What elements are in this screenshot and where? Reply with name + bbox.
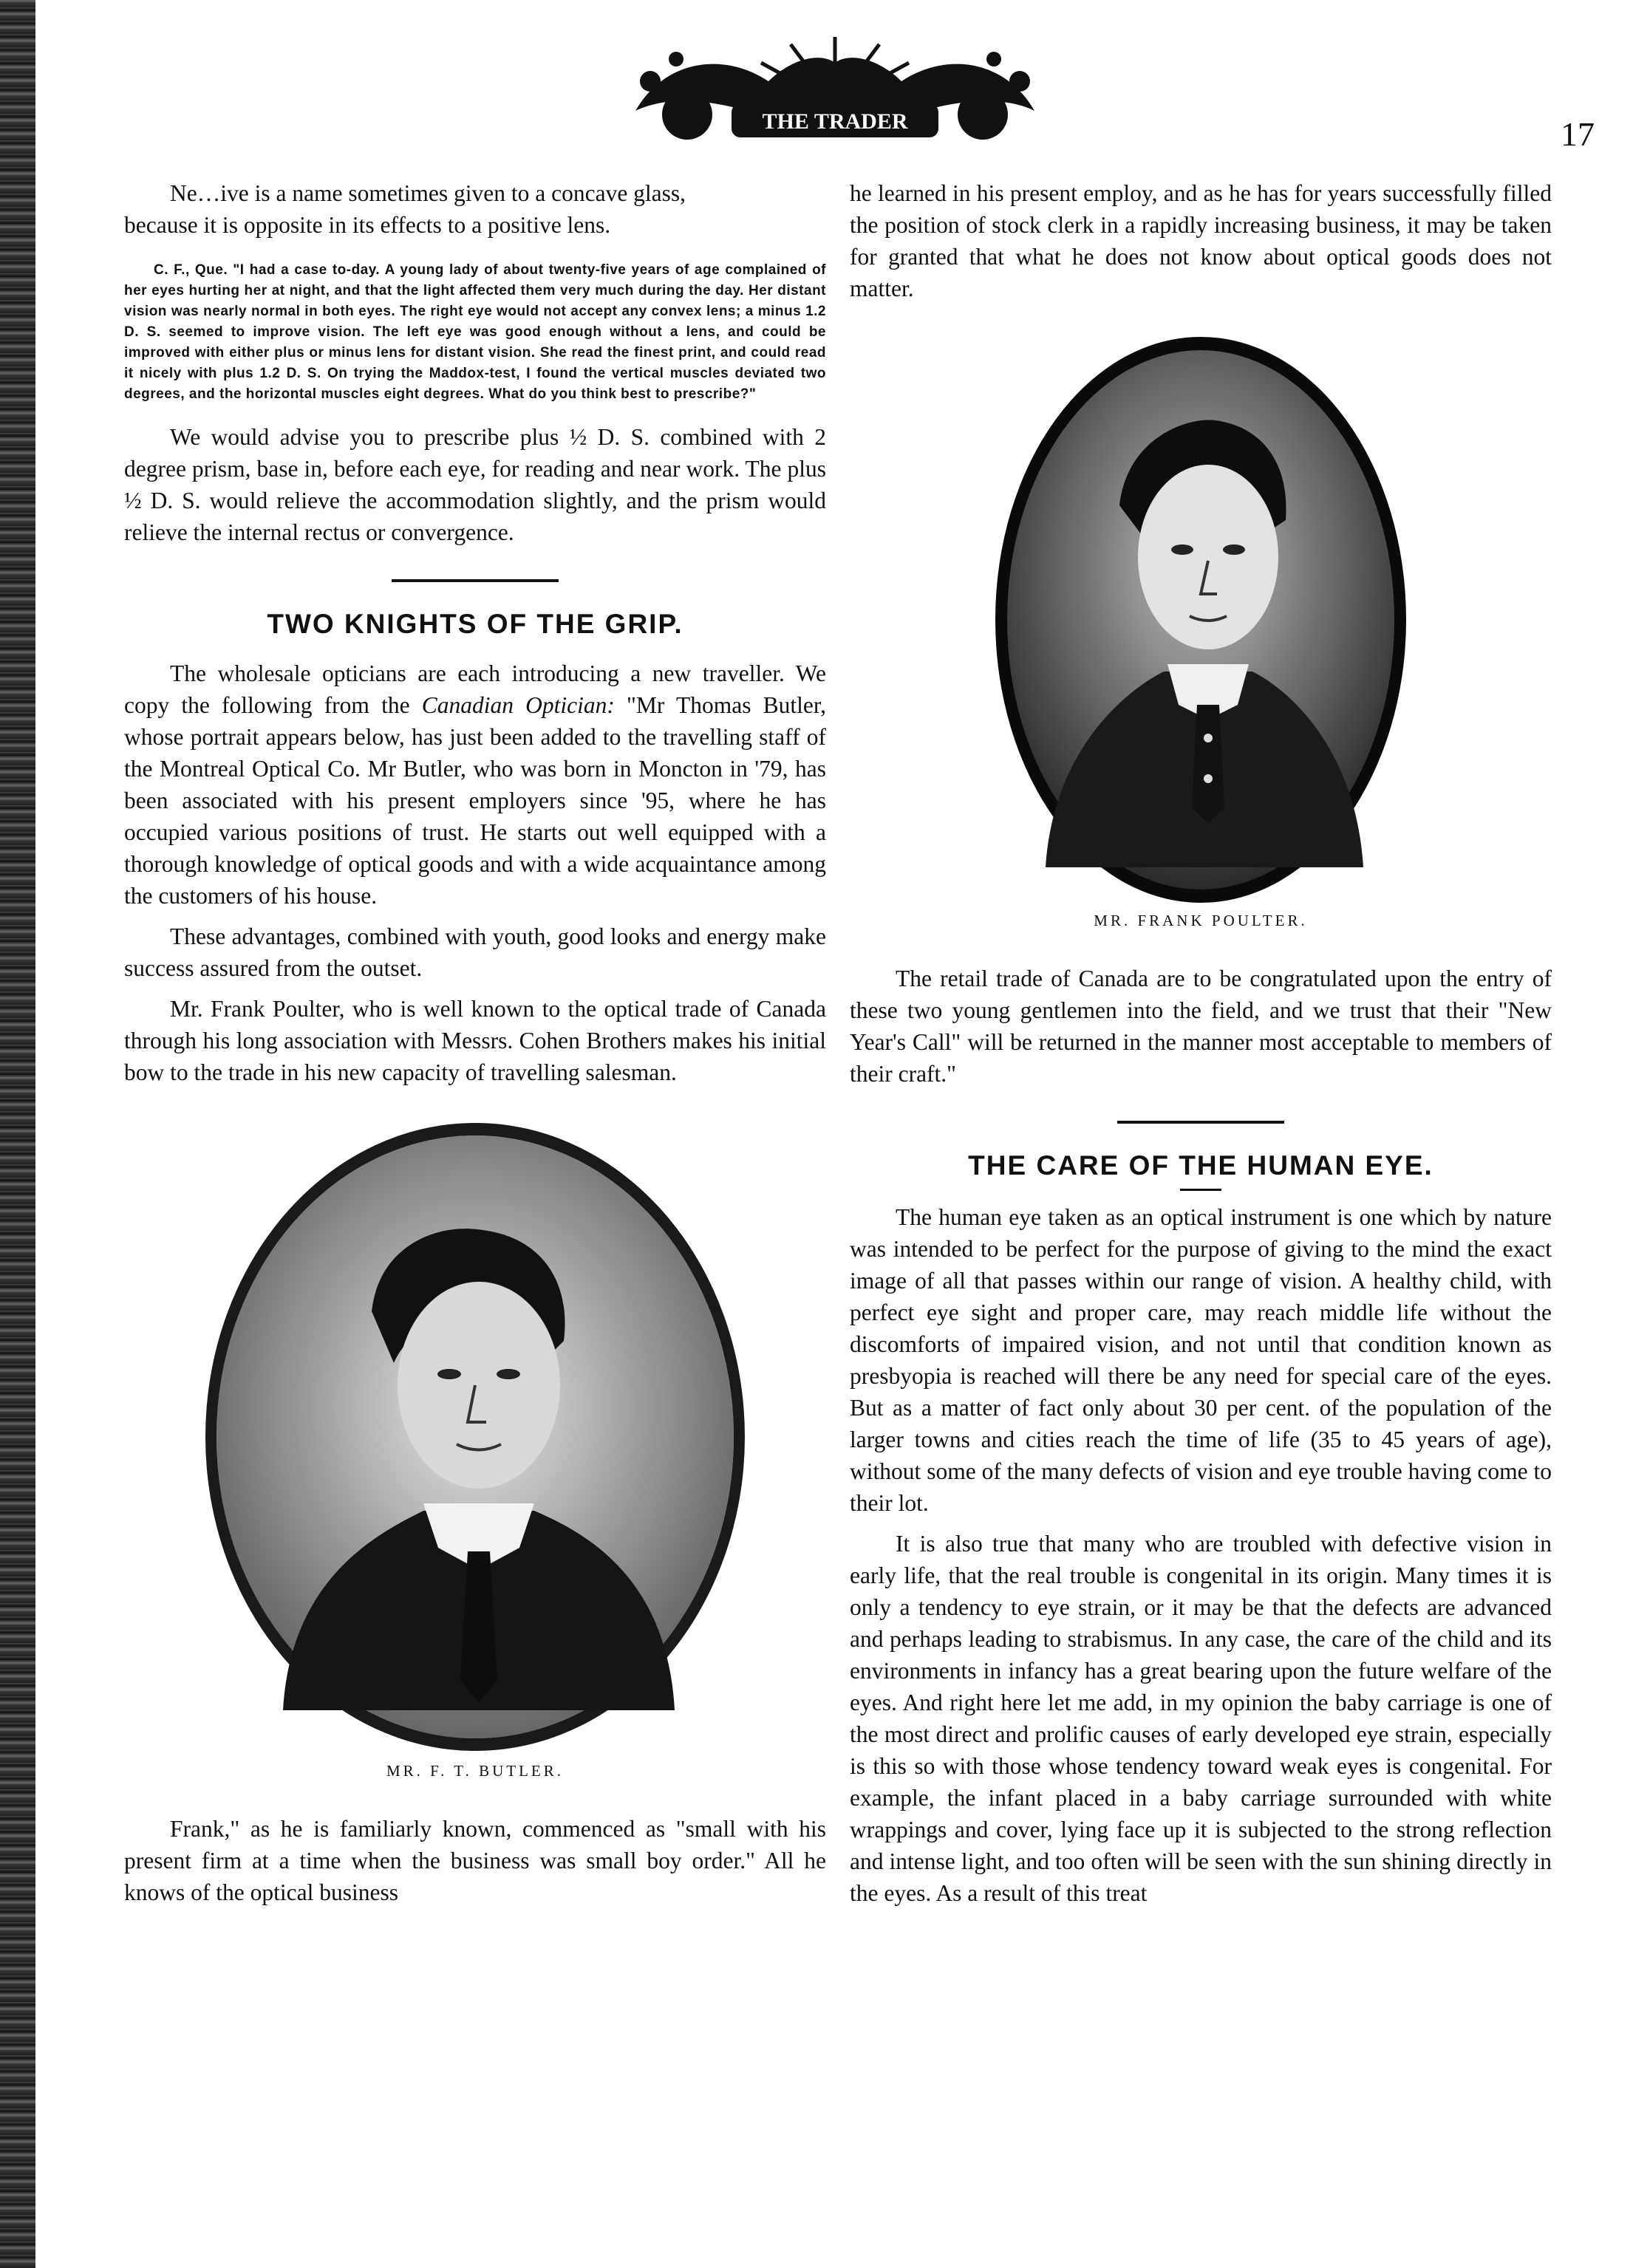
retail-trade-paragraph: The retail trade of Canada are to be congratulated upon the entry of these two young gentlemen into the field, and we trust that their "New Year's Call" will be returned in the manner most acceptable to members of their craft."	[850, 966, 1552, 1087]
knights-paragraph-3: Mr. Frank Poulter, who is well known to the optical trade of Canada through his long association with Messrs. Cohen Brothers makes his initial bow to the trade in his new capacity of travelling salesman.	[124, 996, 826, 1085]
page-number: 17	[1561, 115, 1595, 153]
intro-text-line-1: Ne…ive is a name sometimes given to a concave glass,	[170, 180, 686, 206]
portrait-caption-poulter: MR. FRANK POULTER.	[1094, 912, 1308, 929]
masthead-title: THE TRADER	[762, 109, 908, 134]
right-column	[850, 177, 1552, 1918]
portrait-poulter	[994, 335, 1408, 904]
reader-query: C. F., Que. "I had a case to-day. A young lady of about twenty-five years of age complained of her eyes hurting her at night, and that the light affected them very much during the day. Her distant vision was nearly normal in both eyes. The right eye would not accept any convex lens; a minus 1.2 D. S. seemed to improve vision. The left eye was good enough without a lens, and could be improved with either plus or minus lens for distant vision. She read the finest print, and could read it nicely with plus 1.2 D. S. On trying the Maddox-test, I found the vertical muscles deviated two degrees, and the horizontal muscles eight degrees. What do you think best to prescribe?"	[124, 262, 826, 402]
binding-edge	[0, 0, 35, 2268]
section-heading-knights: TWO KNIGHTS OF THE GRIP.	[267, 609, 683, 639]
butler-continued-paragraph: Frank," as he is familiarly known, commenced as "small with his present firm at a time when the business was small boy order." All he knows of the optical business	[124, 1816, 826, 1905]
care-paragraph-1: The human eye taken as an optical instrument is one which by nature was intended to be perfect for the purpose of giving to the mind the exact image of all that passes within our range of vision. A healthy child, with perfect eye sight and proper care, may reach middle life without the discomforts of impaired vision, and not until that condition known as presbyopia is reached will there be any need for special care of the eyes. But as a matter of fact only about 30 per cent. of the population of the larger towns and cities reach the time of life (35 to 45 years of age), without some of the many defects of vision and eye trouble having come to their lot.	[850, 1204, 1552, 1516]
portrait-butler	[202, 1119, 749, 1755]
section-heading-care-of-eye: THE CARE OF THE HUMAN EYE.	[968, 1150, 1433, 1181]
knights-paragraph-1: The wholesale opticians are each introducing a new traveller. We copy the following from the Canadian Optician: "Mr Thomas Butler, whose portrait appears below, has just been added to the travelling staff of the Montreal Optical Co. Mr Butler, who was born in Moncton in '79, has been associated with his present employers since '95, where he has occupied various positions of trust. He starts out well equipped with a thorough knowledge of optical goods and with a wide acquaintance among the customers of his house.	[124, 660, 826, 909]
heading-underline	[1180, 1189, 1221, 1191]
left-column	[124, 177, 826, 1917]
continued-paragraph: he learned in his present employ, and as he has for years successfully filled the position of stock clerk in a rapidly increasing business, it may be taken for granted that what he does not know about optical goods does not matter.	[850, 180, 1552, 301]
section-divider-right	[1117, 1121, 1284, 1124]
masthead-logo	[606, 30, 1064, 155]
knights-paragraph-2: These advantages, combined with youth, good looks and energy make success assured from the outset.	[124, 923, 826, 981]
section-divider	[392, 579, 559, 582]
publication-title: Canadian Optician:	[421, 692, 615, 718]
intro-text-line-2: because it is opposite in its effects to a positive lens.	[124, 212, 611, 238]
answer-paragraph: We would advise you to prescribe plus ½ D. S. combined with 2 degree prism, base in, before each eye, for reading and near work. The plus ½ D. S. would relieve the accommodation slightly, and the prism would relieve the internal rectus or convergence.	[124, 424, 826, 545]
portrait-caption-butler: MR. F. T. BUTLER.	[386, 1762, 564, 1780]
care-paragraph-2: It is also true that many who are troubled with defective vision in early life, that the real trouble is congenital in its origin. Many times it is only a tendency to eye strain, or it may be that the defects are advanced and perhaps leading to strabismus. In any case, the care of the child and its environments in infancy has a great bearing upon the future welfare of the eyes. And right here let me add, in my opinion the baby carriage is one of the most direct and prolific causes of early developed eye strain, especially is this so with those whose tendency toward weak eyes is congenital. For example, the infant placed in a baby carriage surrounded with white wrappings and cover, lying face up it is subjected to the strong reflection and intense light, and too often will be seen with the sun shining directly in the eyes. As a result of this treat	[850, 1531, 1552, 1906]
